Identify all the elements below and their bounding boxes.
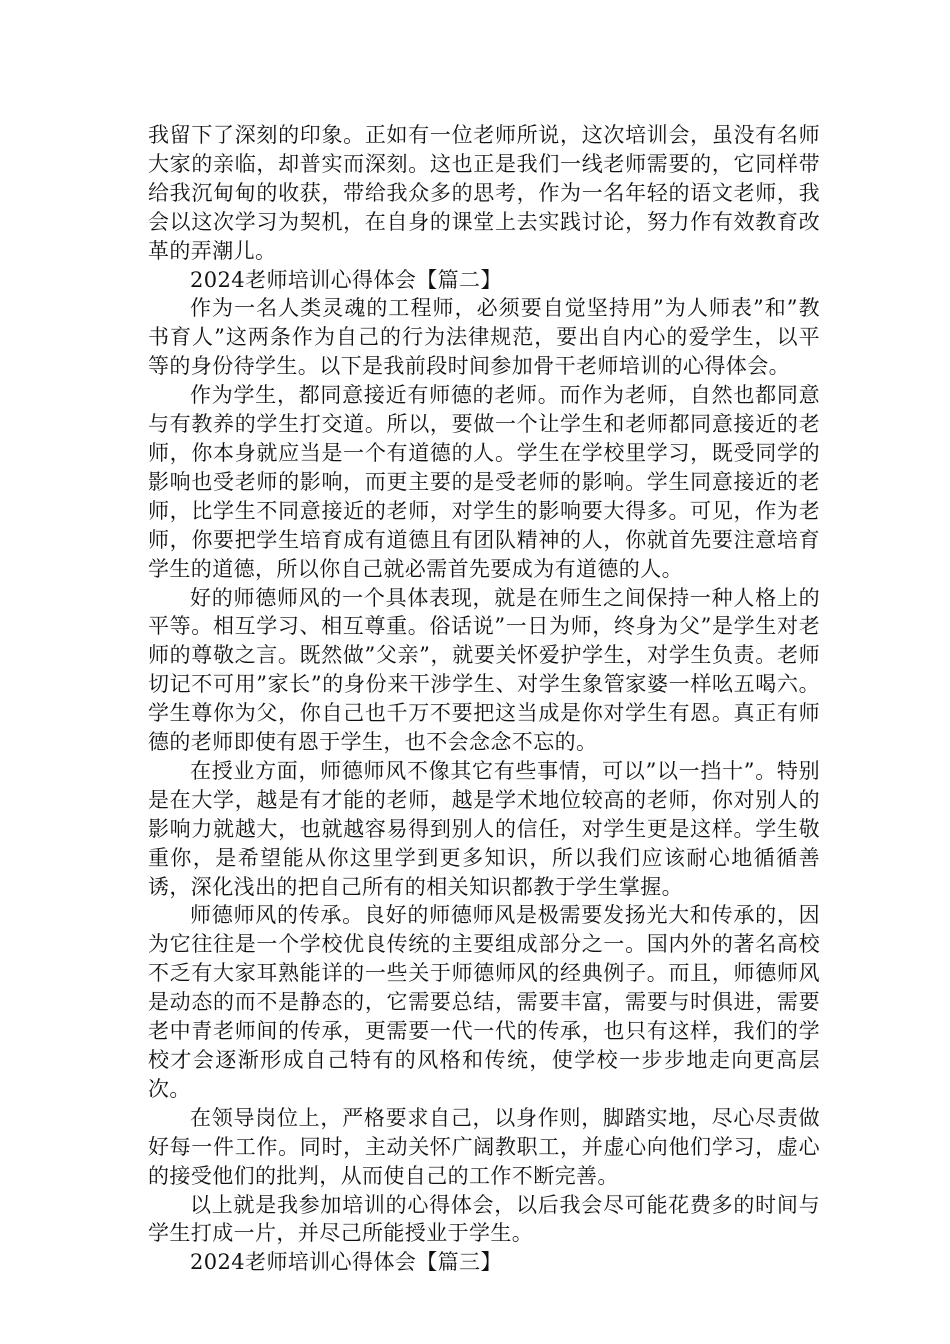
- paragraph: 作为一名人类灵魂的工程师，必须要自觉坚持用”为人师表”和”教书育人”这两条作为自己的行为法律规范，要出自内心的爱学生，以平等的身份待学生。以下是我前段时间参加骨干老师培训的心得体会。: [148, 296, 820, 379]
- paragraph: 以上就是我参加培训的心得体会，以后我会尽可能花费多的时间与学生打成一片，并尽己所能授业于学生。: [148, 1192, 820, 1246]
- paragraph-continuation: 我留下了深刻的印象。正如有一位老师所说，这次培训会，虽没有名师大家的亲临，却普实而深刻。这也正是我们一线老师需要的，它同样带给我沉甸甸的收获，带给我众多的思考，作为一名年轻的语文老师，我会以这次学习为契机，在自身的课堂上去实践讨论，努力作有效教育改革的弄潮儿。: [148, 123, 820, 263]
- document-body: [148, 121, 820, 1277]
- section-heading-part-three: 2024老师培训心得体会【篇三】: [190, 1250, 502, 1275]
- paragraph: 在领导岗位上，严格要求自己，以身作则，脚踏实地，尽心尽责做好每一件工作。同时，主动关怀广阔教职工，并虚心向他们学习，虚心的接受他们的批判，从而使自己的工作不断完善。: [148, 1105, 820, 1188]
- paragraph: 好的师德师风的一个具体表现，就是在师生之间保持一种人格上的平等。相互学习、相互尊重。俗话说”一日为师，终身为父”是学生对老师的尊敬之言。既然做”父亲”，就要关怀爱护学生，对学生负责。老师切记不可用”家长”的身份来干涉学生、对学生象管家婆一样吆五喝六。学生尊你为父，你自己也千万不要把这当成是你对学生有恩。真正有师德的老师即使有恩于学生，也不会念念不忘的。: [148, 585, 820, 755]
- paragraph: 师德师风的传承。良好的师德师风是极需要发扬光大和传承的，因为它往往是一个学校优良传统的主要组成部分之一。国内外的著名高校不乏有大家耳熟能详的一些关于师德师风的经典例子。而且，师德师风是动态的而不是静态的，它需要总结，需要丰富，需要与时俱进，需要老中青老师间的传承，更需要一代一代的传承，也只有这样，我们的学校才会逐渐形成自己特有的风格和传统，使学校一步步地走向更高层次。: [148, 903, 820, 1101]
- section-heading-part-two: 2024老师培训心得体会【篇二】: [190, 267, 502, 292]
- paragraph: 在授业方面，师德师风不像其它有些事情，可以”以一挡十”。特别是在大学，越是有才能的老师，越是学术地位较高的老师，你对别人的影响力就越大，也就越容易得到别人的信任，对学生更是这样。学生敬重你，是希望能从你这里学到更多知识，所以我们应该耐心地循循善诱，深化浅出的把自己所有的相关知识都教于学生掌握。: [148, 758, 820, 899]
- paragraph: 作为学生，都同意接近有师德的老师。而作为老师，自然也都同意与有教养的学生打交道。所以，要做一个让学生和老师都同意接近的老师，你本身就应当是一个有道德的人。学生在学校里学习，既受同学的影响也受老师的影响，而更主要的是受老师的影响。学生同意接近的老师，比学生不同意接近的老师，对学生的影响要大得多。可见，作为老师，你要把学生培育成有道德且有团队精神的人，你就首先要注意培育学生的道德，所以你自己就必需首先要成为有道德的人。: [148, 383, 820, 581]
